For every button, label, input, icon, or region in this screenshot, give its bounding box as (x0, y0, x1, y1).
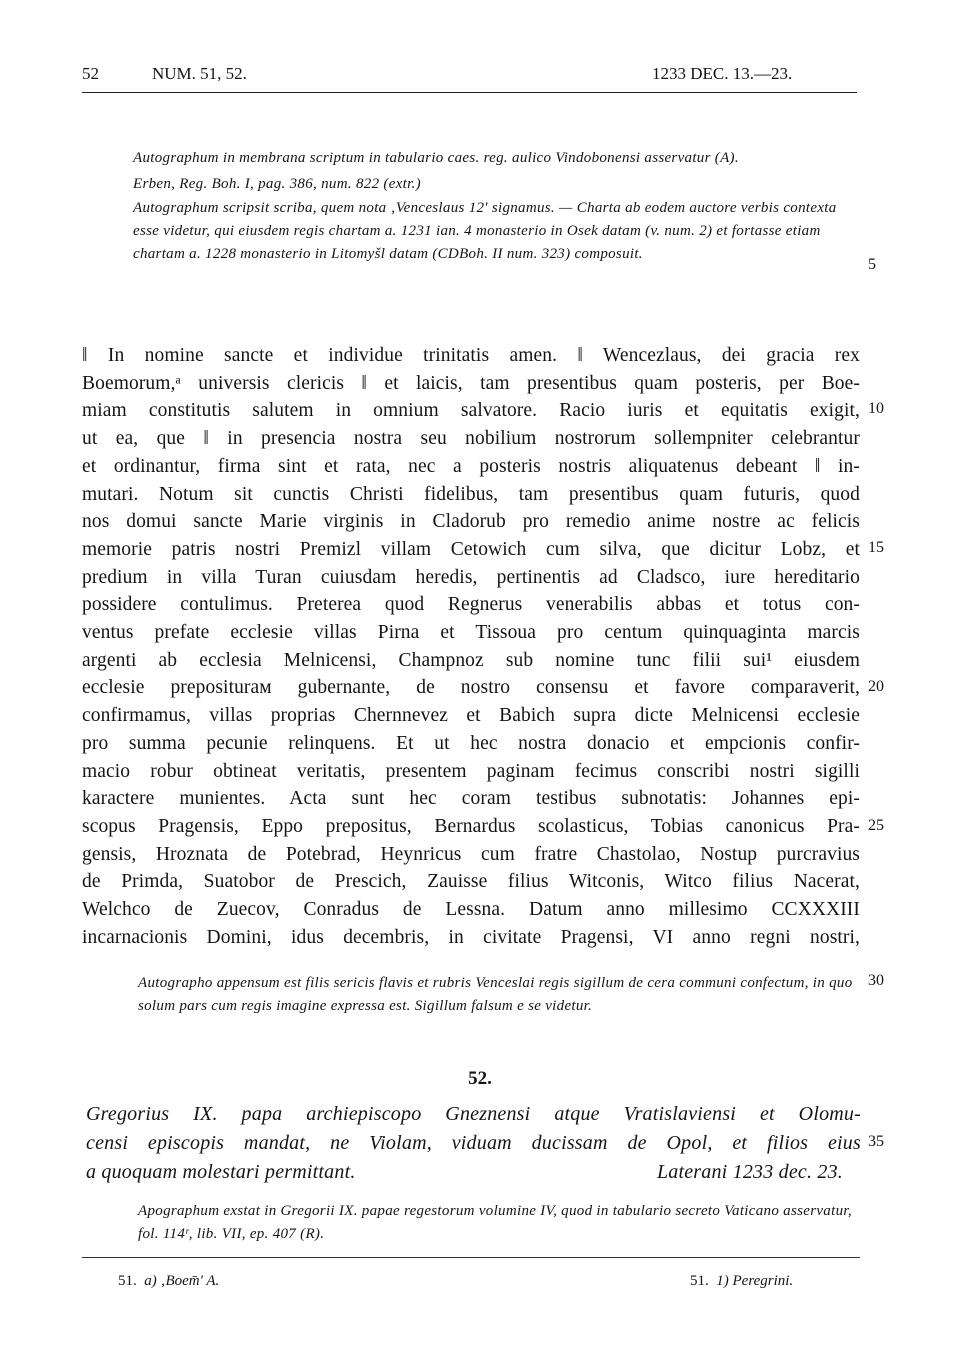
apograph-note-text: Apographum exstat in Gregorii IX. papae regestorum volumine IV, quod in tabulario secreto Vaticano asservatur, fol. 114ʳ, lib. VII, ep. 407 (R). (138, 1203, 852, 1242)
charter-line: nos domui sancte Marie virginis in Cladorub pro remedio anime nostre ac felicis (82, 511, 860, 533)
charter-line: miam constitutis salutem in omnium salvatore. Racio iuris et equitatis exigit, (82, 400, 860, 422)
charter-line: ut ea, que ‖ in presencia nostra seu nobilium nostrorum sollempniter celebrantur (82, 428, 860, 450)
footnote-text: 1) Peregrini. (716, 1273, 794, 1289)
charter-line: Boemorum,ᵃ universis clericis ‖ et laicis, tam presentibus quam posteris, per Boe- (82, 372, 860, 394)
footnote-a (118, 1273, 219, 1290)
charter-text (82, 342, 860, 951)
footnote-text: a) ‚Boem̄' A. (144, 1273, 220, 1289)
regest-line: Gregorius IX. papa archiepiscopo Gneznensi atque Vratislaviensi et Olomu- (86, 1103, 861, 1125)
line-number: 20 (868, 678, 884, 695)
intro-notes (133, 147, 863, 266)
charter-line: et ordinantur, firma sint et rata, nec a posteris nostris aliquatenus debeant ‖ in- (82, 455, 860, 477)
regest (86, 1100, 861, 1187)
footnote-ref: 51. (118, 1273, 137, 1289)
footnote-ref: 51. (690, 1273, 709, 1289)
page-number: 52 (82, 64, 99, 83)
footnote-rule (82, 1257, 860, 1258)
edition-note: Erben, Reg. Boh. I, pag. 386, num. 822 (extr.) (133, 176, 421, 192)
charter-line: mutari. Notum sit cunctis Christi fidelibus, tam presentibus quam futuris, quod (82, 483, 860, 505)
line-number: 5 (868, 256, 876, 273)
apograph-note (138, 1200, 863, 1246)
charter-line: argenti ab ecclesia Melnicensi, Champnoz sub nomine tunc filii sui¹ eiusdem (82, 649, 860, 671)
regest-line: censi episcopis mandat, ne Violam, viduam ducissam de Opol, et filios eius (86, 1132, 861, 1154)
charter-line: de Primda, Suatobor de Prescich, Zauisse filius Witconis, Witco filius Nacerat, (82, 871, 860, 893)
seal-note-text: Autographo appensum est filis sericis flavis et rubris Venceslai regis sigillum de cera communi confectum, in quo solum pars cum regis imagine expressa est. Sigillum falsum e se videtur. (138, 975, 853, 1014)
scribe-note: Autographum scripsit scriba, quem nota ‚Venceslaus 12' signamus. — Charta ab eodem auctore verbis contexta esse videtur, qui eiusdem regis chartam a. 1231 ian. 4 monasterio in Osek datam (v. num. 2) et fortasse etiam chartam a. 1228 monasterio in Litomyšl datam (CDBoh. II num. 323) composuit. (133, 200, 837, 262)
charter-line: Welchco de Zuecov, Conradus de Lessna. Datum anno millesimo CCXXXIII (82, 899, 860, 921)
line-number: 35 (868, 1133, 884, 1150)
charter-line: macio robur obtineat veritatis, presentem paginam fecimus conscribi nostri sigilli (82, 760, 860, 782)
charter-line: ‖ In nomine sancte et individue trinitatis amen. ‖ Wencezlaus, dei gracia rex (82, 345, 860, 366)
regest-last-line (86, 1158, 861, 1187)
charter-line: possidere contulimus. Preterea quod Regnerus venerabilis abbas et totus con- (82, 594, 860, 616)
date-range: 1233 DEC. 13.—23. (652, 64, 793, 83)
line-number: 10 (868, 400, 884, 417)
charter-line: karactere munientes. Acta sunt hec coram testibus subnotatis: Johannes epi- (82, 788, 860, 810)
charter-line: gensis, Hroznata de Potebrad, Heynricus cum fratre Chastolao, Nostup purcravius (82, 843, 860, 865)
regest-line: a quoquam molestari permittant. (86, 1161, 356, 1183)
charter-line: pro summa pecunie relinquens. Et ut hec nostra donacio et empcionis confir- (82, 732, 860, 754)
charter-line: incarnacionis Domini, idus decembris, in civitate Pragensi, VI anno regni nostri, (82, 926, 860, 948)
footnote-1 (690, 1273, 793, 1290)
charter-line: scopus Pragensis, Eppo prepositus, Bernardus scolasticus, Tobias canonicus Pra- (82, 815, 860, 837)
running-head (82, 64, 857, 90)
document-number: 52. (468, 1068, 492, 1089)
charter-line: predium in villa Turan cuiusdam heredis, pertinentis ad Cladsco, iure hereditario (82, 566, 860, 588)
charter-line: confirmamus, villas proprias Chernnevez et Babich supra dicte Melnicensi ecclesie (82, 705, 860, 727)
archive-note: Autographum in membrana scriptum in tabulario caes. reg. aulico Vindobonensi asservatur (A). (133, 150, 739, 166)
place-date: Laterani 1233 dec. 23. (656, 1161, 843, 1183)
header-rule (82, 92, 857, 93)
line-number: 30 (868, 972, 884, 989)
line-number: 15 (868, 539, 884, 556)
charter-line: ecclesie prepositurам gubernante, de nostro consensu et favore comparaverit, (82, 677, 860, 699)
seal-note (138, 972, 863, 1018)
charter-line: ventus prefate ecclesie villas Pirna et Tissoua pro centum quinquaginta marcis (82, 622, 860, 644)
line-number: 25 (868, 817, 884, 834)
document-numbers: NUM. 51, 52. (152, 64, 247, 83)
charter-line: memorie patris nostri Premizl villam Cetowich cum silva, que dicitur Lobz, et (82, 538, 860, 560)
